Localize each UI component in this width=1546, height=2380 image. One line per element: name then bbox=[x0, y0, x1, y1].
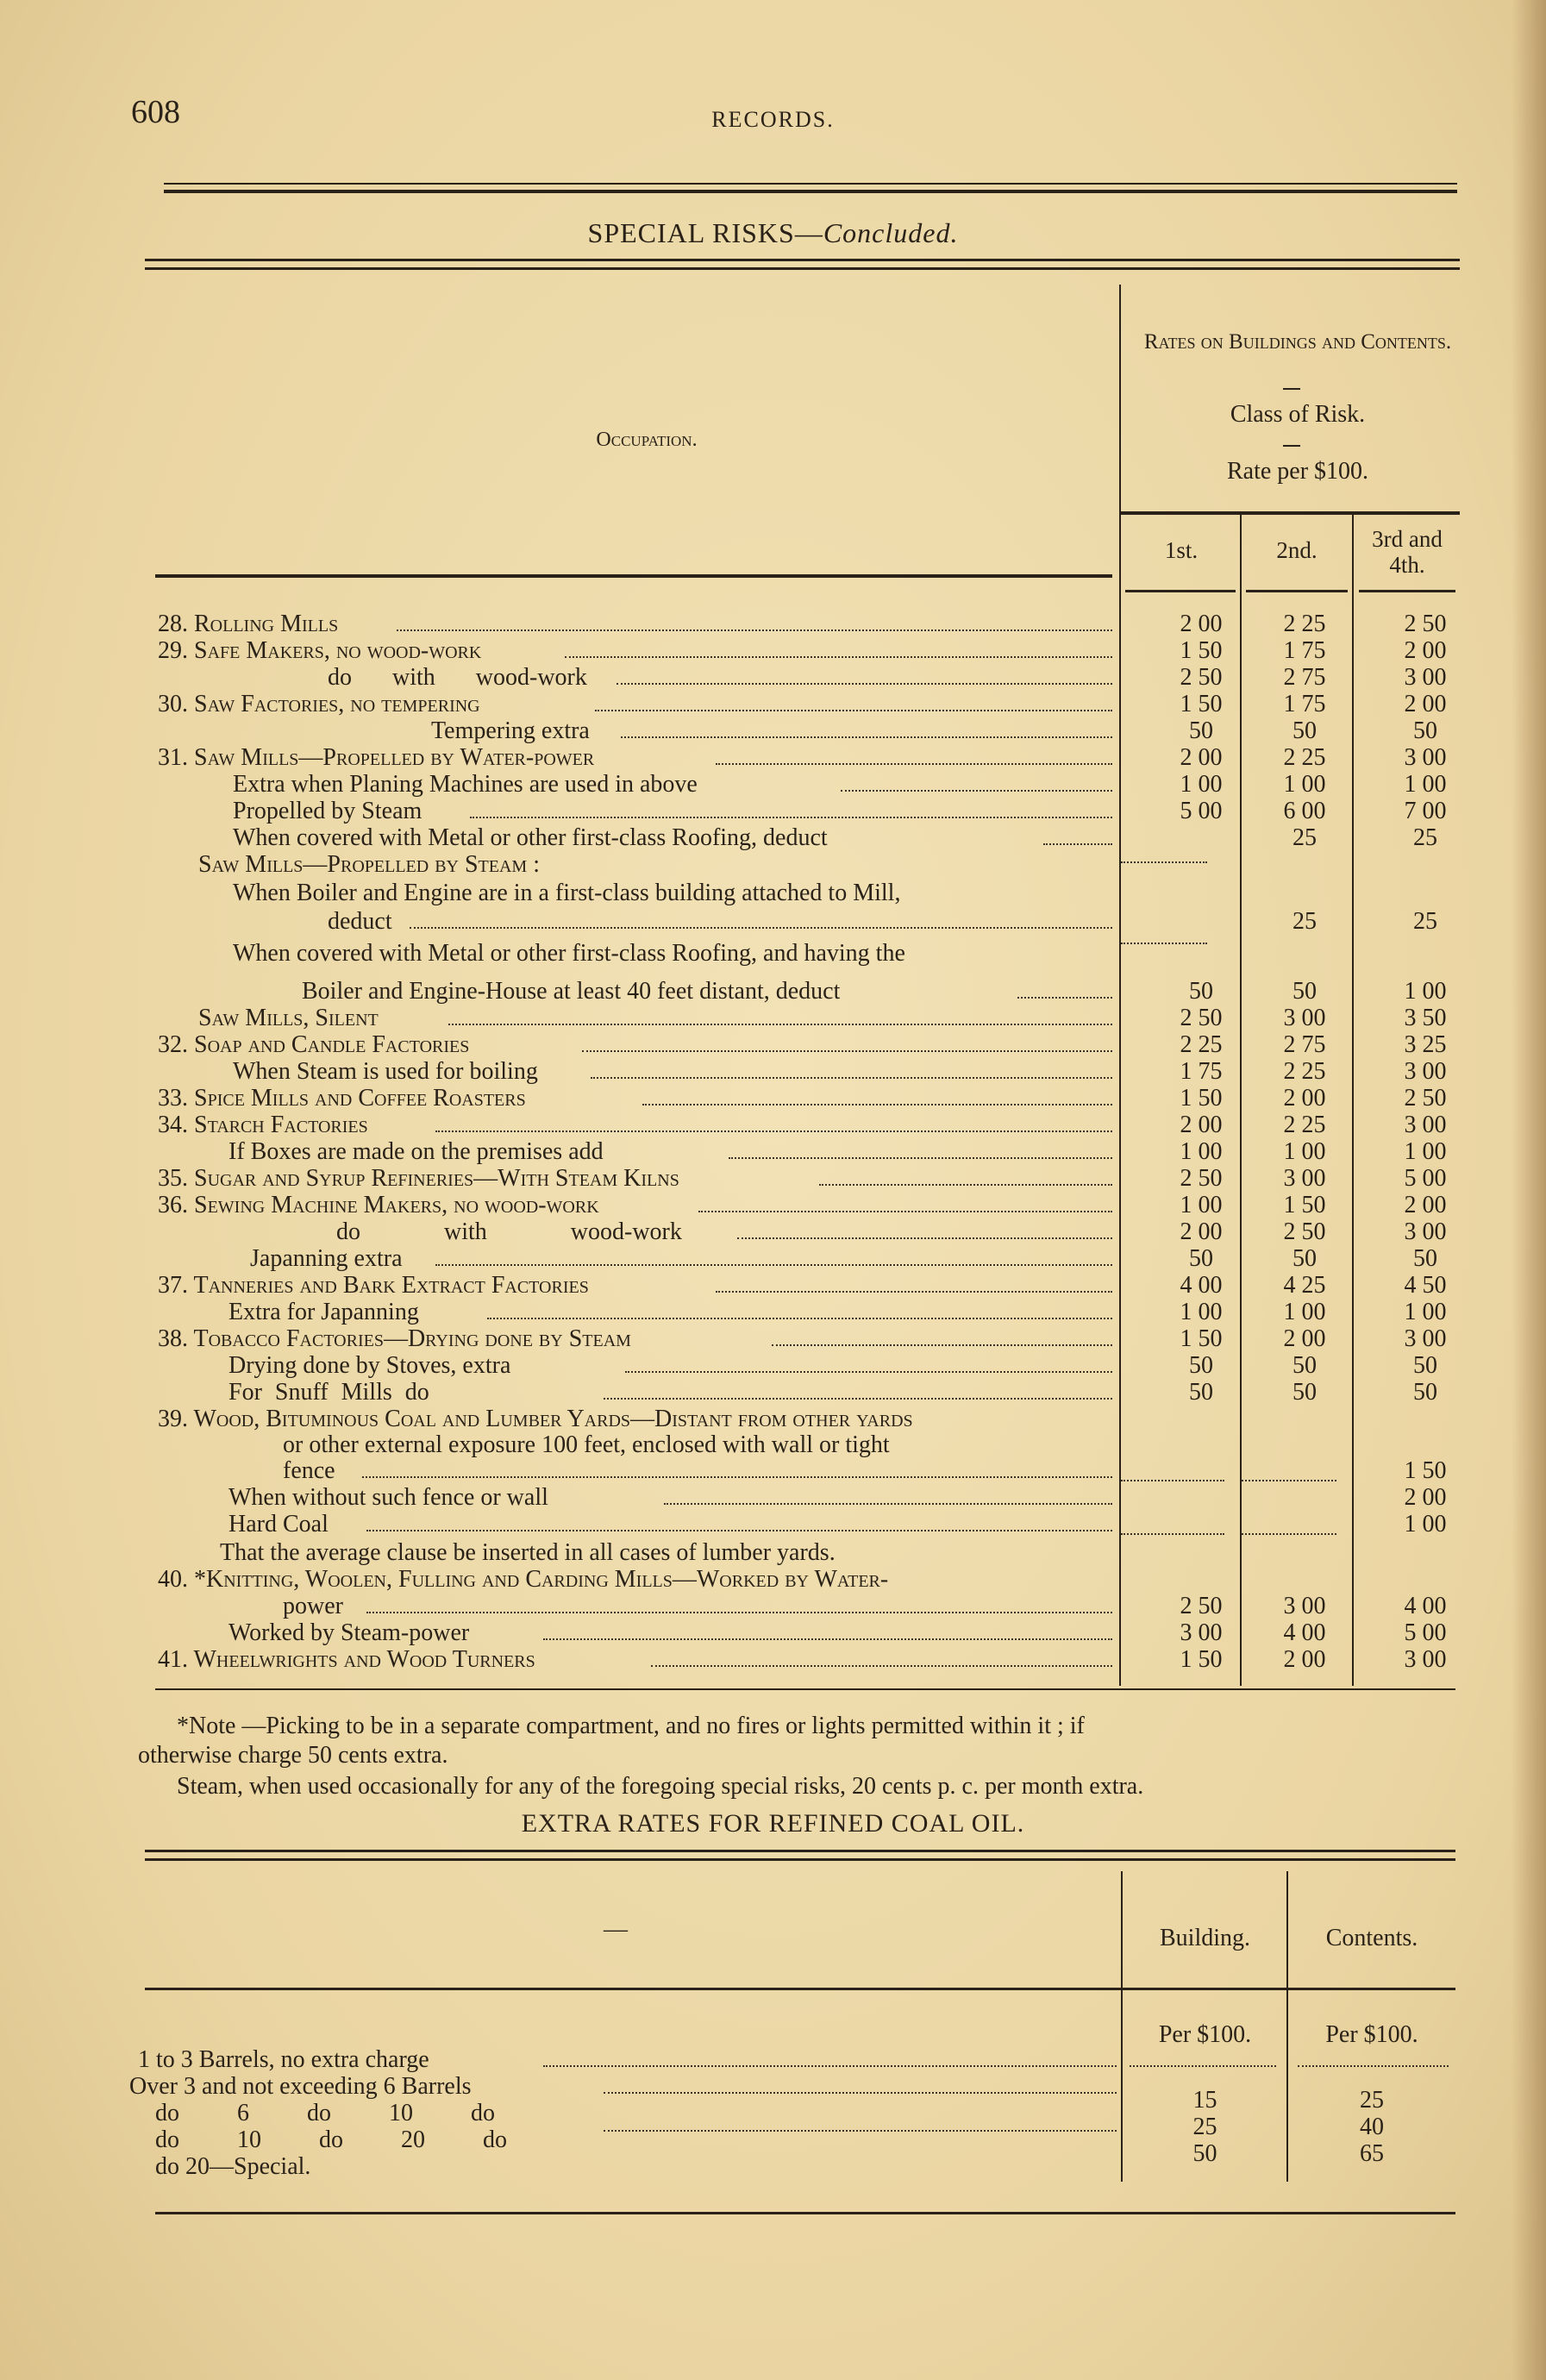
rate-1st: 2 50 bbox=[1180, 1165, 1223, 1192]
rate-2nd: 1 75 bbox=[1283, 637, 1326, 664]
table-row bbox=[0, 1539, 1546, 1566]
table-row bbox=[0, 1138, 1546, 1165]
row-occupation: 40. *Knitting, Woolen, Fulling and Carding Mills—Worked by Water- bbox=[158, 1566, 889, 1593]
rate-placeholder-dots bbox=[1121, 943, 1207, 944]
table-row bbox=[0, 1245, 1546, 1272]
row-occupation: When without such fence or wall bbox=[228, 1484, 548, 1511]
table-row bbox=[0, 824, 1546, 851]
rate-3rd-4th: 5 00 bbox=[1404, 1165, 1447, 1192]
dot-leader bbox=[595, 691, 1112, 711]
row-occupation: When Steam is used for boiling bbox=[233, 1058, 538, 1085]
occupation-header: Occupation. bbox=[596, 429, 698, 451]
note-picking-line-1: *Note —Picking to be in a separate compartment, and no fires or lights permitted within it ; if bbox=[177, 1713, 1085, 1739]
rate-per-header: Rate per $100. bbox=[1226, 458, 1369, 485]
rate-3rd-4th: 3 00 bbox=[1404, 1646, 1447, 1673]
rate-3rd-4th: 25 bbox=[1413, 824, 1437, 851]
rate-3rd-4th: 2 00 bbox=[1404, 691, 1447, 717]
rate-3rd-4th: 1 00 bbox=[1404, 771, 1447, 798]
coal-row bbox=[155, 2153, 310, 2180]
contents-rate: 25 bbox=[1360, 2087, 1384, 2114]
coal-row-label: Over 3 and not exceeding 6 Barrels bbox=[129, 2073, 472, 2100]
rate-3rd-4th: 1 00 bbox=[1404, 1299, 1447, 1325]
coal-row bbox=[138, 2046, 429, 2073]
rate-2nd: 1 00 bbox=[1283, 1138, 1326, 1165]
table-row bbox=[0, 771, 1546, 798]
coal-oil-header-rule bbox=[145, 1988, 1455, 1990]
rate-2nd: 2 00 bbox=[1283, 1646, 1326, 1673]
dot-leader bbox=[1017, 978, 1112, 999]
rate-1st: 2 25 bbox=[1180, 1031, 1223, 1058]
rates-dash-1 bbox=[1283, 388, 1300, 390]
rate-3rd-4th: 2 00 bbox=[1404, 637, 1447, 664]
rate-3rd-4th: 3 25 bbox=[1404, 1031, 1447, 1058]
dot-leader bbox=[729, 1138, 1112, 1159]
rate-placeholder-dots bbox=[1242, 1480, 1336, 1481]
rate-1st: 3 00 bbox=[1180, 1619, 1223, 1646]
table-row bbox=[0, 1431, 1546, 1458]
table-row bbox=[0, 978, 1546, 1005]
rate-2nd: 2 25 bbox=[1283, 1112, 1326, 1138]
rate-3rd-4th: 50 bbox=[1413, 1245, 1437, 1272]
rate-3rd-4th: 3 00 bbox=[1404, 744, 1447, 771]
rate-1st: 50 bbox=[1189, 717, 1213, 744]
per-building: Per $100. bbox=[1158, 2021, 1252, 2048]
rate-1st: 1 00 bbox=[1180, 771, 1223, 798]
table-bottom-rule bbox=[155, 1688, 1455, 1690]
rate-1st: 50 bbox=[1189, 1379, 1213, 1406]
rate-1st: 2 00 bbox=[1180, 611, 1223, 637]
table-row bbox=[0, 1218, 1546, 1245]
row-occupation: Drying done by Stoves, extra bbox=[228, 1352, 511, 1379]
table-row bbox=[0, 717, 1546, 744]
rate-1st: 1 00 bbox=[1180, 1299, 1223, 1325]
coal-row-label: do 6 do 10 do bbox=[155, 2100, 495, 2126]
dot-leader bbox=[1130, 2065, 1276, 2067]
row-occupation: Propelled by Steam bbox=[233, 798, 422, 824]
row-occupation: When covered with Metal or other first-class Roofing, deduct bbox=[233, 824, 828, 851]
rate-1st: 1 50 bbox=[1180, 1646, 1223, 1673]
rate-1st: 1 50 bbox=[1180, 1325, 1223, 1352]
class-of-risk-header: Class of Risk. bbox=[1230, 401, 1366, 428]
row-occupation: or other external exposure 100 feet, enclosed with wall or tight bbox=[283, 1431, 890, 1458]
section-title-text: SPECIAL RISKS— bbox=[587, 217, 823, 248]
dot-leader bbox=[716, 1272, 1112, 1293]
rate-2nd: 1 75 bbox=[1283, 691, 1326, 717]
coal-row-label: 1 to 3 Barrels, no extra charge bbox=[138, 2046, 429, 2073]
rate-3rd-4th: 50 bbox=[1413, 717, 1437, 744]
rate-1st: 2 00 bbox=[1180, 744, 1223, 771]
dot-leader bbox=[841, 771, 1112, 792]
rate-1st: 2 50 bbox=[1180, 1005, 1223, 1031]
table-top-rule-2 bbox=[145, 267, 1460, 270]
rate-2nd: 50 bbox=[1293, 717, 1317, 744]
rate-2nd: 25 bbox=[1293, 824, 1317, 851]
rate-3rd-4th: 3 00 bbox=[1404, 1218, 1447, 1245]
row-occupation: 38. Tobacco Factories—Drying done by Steam bbox=[158, 1325, 631, 1352]
rate-1st: 1 00 bbox=[1180, 1192, 1223, 1218]
col-contents-header: Contents. bbox=[1325, 1925, 1418, 1951]
note-picking-line-2: otherwise charge 50 cents extra. bbox=[138, 1742, 448, 1769]
table-row bbox=[0, 1325, 1546, 1352]
table-row bbox=[0, 1352, 1546, 1379]
rate-3rd-4th: 3 50 bbox=[1404, 1005, 1447, 1031]
rate-2nd: 2 25 bbox=[1283, 744, 1326, 771]
table-row bbox=[0, 1379, 1546, 1406]
row-occupation: For Snuff Mills do bbox=[228, 1379, 429, 1406]
rate-3rd-4th: 2 00 bbox=[1404, 1192, 1447, 1218]
rate-3rd-4th: 1 00 bbox=[1404, 978, 1447, 1005]
row-occupation: 33. Spice Mills and Coffee Roasters bbox=[158, 1085, 526, 1112]
row-occupation: Saw Mills—Propelled by Steam : bbox=[198, 851, 540, 878]
rates-subheader-rule bbox=[1121, 511, 1460, 515]
dot-leader bbox=[642, 1085, 1112, 1105]
rate-3rd-4th: 4 50 bbox=[1404, 1272, 1447, 1299]
table-row bbox=[0, 691, 1546, 717]
rate-placeholder-dots bbox=[1121, 861, 1207, 863]
rate-2nd: 1 50 bbox=[1283, 1192, 1326, 1218]
row-occupation: Japanning extra bbox=[250, 1245, 403, 1272]
rate-3rd-4th: 7 00 bbox=[1404, 798, 1447, 824]
building-rate: 50 bbox=[1192, 2140, 1217, 2167]
dot-leader bbox=[543, 2065, 1117, 2067]
rate-1st: 1 75 bbox=[1180, 1058, 1223, 1085]
dot-leader bbox=[366, 1511, 1112, 1531]
rates-header: Rates on Buildings and Contents. bbox=[1143, 330, 1452, 354]
row-occupation: 30. Saw Factories, no tempering bbox=[158, 691, 480, 717]
note-steam: Steam, when used occasionally for any of the foregoing special risks, 20 cents p. c. per month extra. bbox=[177, 1773, 1144, 1800]
dot-leader bbox=[410, 908, 1112, 929]
rate-1st: 50 bbox=[1189, 1352, 1213, 1379]
row-occupation: deduct bbox=[328, 908, 392, 935]
dot-leader bbox=[448, 1005, 1112, 1025]
dot-leader bbox=[625, 1352, 1112, 1373]
table-row bbox=[0, 664, 1546, 691]
dot-leader bbox=[604, 2130, 1117, 2132]
rate-3rd-4th: 3 00 bbox=[1404, 1325, 1447, 1352]
table-top-rule-1 bbox=[145, 259, 1460, 261]
rate-2nd: 2 25 bbox=[1283, 611, 1326, 637]
dot-leader bbox=[487, 1299, 1112, 1319]
row-occupation: Boiler and Engine-House at least 40 feet distant, deduct bbox=[302, 978, 841, 1005]
table-row bbox=[0, 1192, 1546, 1218]
row-occupation: Worked by Steam-power bbox=[228, 1619, 470, 1646]
building-rate: 25 bbox=[1192, 2114, 1217, 2140]
table-row bbox=[0, 1005, 1546, 1031]
row-occupation: fence bbox=[283, 1457, 335, 1484]
rate-3rd-4th: 2 50 bbox=[1404, 611, 1447, 637]
rate-1st: 2 00 bbox=[1180, 1112, 1223, 1138]
rate-3rd-4th: 50 bbox=[1413, 1352, 1437, 1379]
table-row bbox=[0, 798, 1546, 824]
row-occupation: 35. Sugar and Syrup Refineries—With Steam Kilns bbox=[158, 1165, 679, 1192]
row-occupation: That the average clause be inserted in all cases of lumber yards. bbox=[220, 1539, 836, 1566]
table-row bbox=[0, 1058, 1546, 1085]
row-occupation: 37. Tanneries and Bark Extract Factories bbox=[158, 1272, 589, 1299]
rate-2nd: 1 00 bbox=[1283, 771, 1326, 798]
rate-2nd: 2 00 bbox=[1283, 1085, 1326, 1112]
rate-3rd-4th: 50 bbox=[1413, 1379, 1437, 1406]
section-title bbox=[0, 217, 1546, 249]
rate-3rd-4th: 2 00 bbox=[1404, 1484, 1447, 1511]
table-row bbox=[0, 1406, 1546, 1432]
coal-oil-vertical-rule-2 bbox=[1286, 1871, 1288, 2182]
rate-2nd: 2 75 bbox=[1283, 664, 1326, 691]
rate-2nd: 25 bbox=[1293, 908, 1317, 935]
rate-1st: 50 bbox=[1189, 1245, 1213, 1272]
table-row bbox=[0, 1566, 1546, 1593]
dot-leader bbox=[617, 664, 1112, 685]
rate-1st: 4 00 bbox=[1180, 1272, 1223, 1299]
dot-leader bbox=[470, 798, 1112, 818]
row-occupation: When Boiler and Engine are in a first-class building attached to Mill, bbox=[233, 880, 901, 906]
coal-oil-bottom-rule bbox=[155, 2212, 1455, 2214]
rate-2nd: 50 bbox=[1293, 1352, 1317, 1379]
rate-1st: 5 00 bbox=[1180, 798, 1223, 824]
header-rule-thick bbox=[164, 190, 1457, 193]
rate-1st: 1 50 bbox=[1180, 691, 1223, 717]
row-occupation: 28. Rolling Mills bbox=[158, 611, 339, 637]
row-occupation: If Boxes are made on the premises add bbox=[228, 1138, 604, 1165]
rate-2nd: 4 25 bbox=[1283, 1272, 1326, 1299]
dot-leader bbox=[435, 1245, 1112, 1266]
table-row bbox=[0, 1619, 1546, 1646]
rate-2nd: 3 00 bbox=[1283, 1165, 1326, 1192]
table-row bbox=[0, 1112, 1546, 1138]
coal-oil-title: EXTRA RATES FOR REFINED COAL OIL. bbox=[521, 1809, 1025, 1838]
coal-oil-top-rule-2 bbox=[145, 1858, 1455, 1861]
table-row bbox=[0, 1165, 1546, 1192]
rate-2nd: 2 25 bbox=[1283, 1058, 1326, 1085]
rate-2nd: 50 bbox=[1293, 1379, 1317, 1406]
rate-2nd: 4 00 bbox=[1283, 1619, 1326, 1646]
rate-1st: 1 50 bbox=[1180, 1085, 1223, 1112]
rate-1st: 2 50 bbox=[1180, 1593, 1223, 1619]
table-row bbox=[0, 940, 1546, 967]
col3-header: 3rd and 4th. bbox=[1372, 526, 1443, 578]
col1-header: 1st. bbox=[1164, 537, 1199, 563]
rate-2nd: 1 00 bbox=[1283, 1299, 1326, 1325]
col1-header-rule bbox=[1125, 590, 1236, 592]
dot-leader bbox=[397, 611, 1112, 631]
table-row bbox=[0, 637, 1546, 664]
dot-leader bbox=[366, 1593, 1112, 1613]
rate-3rd-4th: 3 00 bbox=[1404, 1058, 1447, 1085]
dot-leader bbox=[543, 1619, 1112, 1640]
row-occupation: 41. Wheelwrights and Wood Turners bbox=[158, 1646, 535, 1673]
row-occupation: 29. Safe Makers, no wood-work bbox=[158, 637, 482, 664]
per-contents: Per $100. bbox=[1325, 2021, 1418, 2048]
running-title: RECORDS. bbox=[711, 107, 835, 132]
table-row bbox=[0, 1085, 1546, 1112]
table-row bbox=[0, 744, 1546, 771]
table-row bbox=[0, 1031, 1546, 1058]
rate-3rd-4th: 3 00 bbox=[1404, 1112, 1447, 1138]
coal-row-label: do 10 do 20 do bbox=[155, 2126, 507, 2153]
rate-3rd-4th: 1 00 bbox=[1404, 1138, 1447, 1165]
rate-3rd-4th: 25 bbox=[1413, 908, 1437, 935]
dot-leader bbox=[716, 744, 1112, 765]
table-row bbox=[0, 611, 1546, 637]
table-row bbox=[0, 1299, 1546, 1325]
rate-1st: 1 50 bbox=[1180, 637, 1223, 664]
rate-3rd-4th: 3 00 bbox=[1404, 664, 1447, 691]
dot-leader bbox=[362, 1457, 1112, 1478]
coal-row bbox=[155, 2100, 495, 2126]
table-row bbox=[0, 1484, 1546, 1511]
rate-2nd: 6 00 bbox=[1283, 798, 1326, 824]
coal-row-label: do 20—Special. bbox=[155, 2153, 311, 2180]
dot-leader bbox=[621, 717, 1112, 738]
row-occupation: 36. Sewing Machine Makers, no wood-work bbox=[158, 1192, 599, 1218]
dot-leader bbox=[582, 1031, 1112, 1052]
rate-placeholder-dots bbox=[1242, 1533, 1336, 1535]
col2-header: 2nd. bbox=[1276, 537, 1318, 563]
row-occupation: Hard Coal bbox=[228, 1511, 329, 1538]
dot-leader bbox=[698, 1192, 1112, 1212]
row-occupation: 32. Soap and Candle Factories bbox=[158, 1031, 470, 1058]
row-occupation: Extra when Planing Machines are used in above bbox=[233, 771, 698, 798]
table-row bbox=[0, 1646, 1546, 1673]
rate-3rd-4th: 1 50 bbox=[1404, 1457, 1447, 1484]
coal-oil-vertical-rule-1 bbox=[1121, 1871, 1123, 2182]
row-occupation: Extra for Japanning bbox=[228, 1299, 419, 1325]
dot-leader bbox=[651, 1646, 1112, 1667]
row-occupation: 39. Wood, Bituminous Coal and Lumber Yards—Distant from other yards bbox=[158, 1406, 913, 1432]
dot-leader bbox=[604, 1379, 1112, 1400]
rate-placeholder-dots bbox=[1121, 1480, 1224, 1481]
coal-row bbox=[155, 2126, 507, 2153]
rate-2nd: 2 75 bbox=[1283, 1031, 1326, 1058]
rate-1st: 2 50 bbox=[1180, 664, 1223, 691]
section-title-italic: Concluded. bbox=[823, 217, 959, 248]
dot-leader bbox=[591, 1058, 1112, 1079]
rate-3rd-4th: 4 00 bbox=[1404, 1593, 1447, 1619]
row-occupation: do with wood-work bbox=[328, 664, 587, 691]
rate-1st: 50 bbox=[1189, 978, 1213, 1005]
contents-rate: 40 bbox=[1360, 2114, 1384, 2140]
dot-leader bbox=[1043, 824, 1112, 845]
table-row bbox=[0, 908, 1546, 935]
dot-leader bbox=[819, 1165, 1112, 1186]
note-picking bbox=[138, 1712, 1453, 1770]
row-occupation: 34. Starch Factories bbox=[158, 1112, 368, 1138]
header-rule-thin bbox=[164, 183, 1457, 185]
coal-oil-top-rule-1 bbox=[145, 1850, 1455, 1852]
col3-header-rule bbox=[1359, 590, 1455, 592]
rate-1st: 1 00 bbox=[1180, 1138, 1223, 1165]
rate-2nd: 50 bbox=[1293, 1245, 1317, 1272]
col2-header-rule bbox=[1246, 590, 1348, 592]
row-occupation: 31. Saw Mills—Propelled by Water-power bbox=[158, 744, 595, 771]
row-occupation: Saw Mills, Silent bbox=[198, 1005, 379, 1031]
rate-2nd: 3 00 bbox=[1283, 1593, 1326, 1619]
dot-leader bbox=[1298, 2065, 1449, 2067]
contents-rate: 65 bbox=[1360, 2140, 1384, 2167]
table-row bbox=[0, 851, 1546, 878]
building-rate: 15 bbox=[1192, 2087, 1217, 2114]
occupation-header-bottom-rule bbox=[155, 574, 1112, 578]
row-occupation: do with wood-work bbox=[336, 1218, 682, 1245]
rate-3rd-4th: 5 00 bbox=[1404, 1619, 1447, 1646]
rate-2nd: 3 00 bbox=[1283, 1005, 1326, 1031]
rate-2nd: 50 bbox=[1293, 978, 1317, 1005]
rate-3rd-4th: 1 00 bbox=[1404, 1511, 1447, 1538]
dot-leader bbox=[737, 1218, 1112, 1239]
rate-2nd: 2 50 bbox=[1283, 1218, 1326, 1245]
table-row bbox=[0, 1593, 1546, 1619]
col-building-header: Building. bbox=[1159, 1925, 1250, 1951]
coal-oil-header-dash: — bbox=[604, 1916, 628, 1943]
dot-leader bbox=[664, 1484, 1112, 1505]
rate-placeholder-dots bbox=[1121, 1533, 1224, 1535]
table-row bbox=[0, 880, 1546, 906]
rate-2nd: 2 00 bbox=[1283, 1325, 1326, 1352]
row-occupation: When covered with Metal or other first-class Roofing, and having the bbox=[233, 940, 905, 967]
coal-row bbox=[129, 2073, 472, 2100]
table-row bbox=[0, 1272, 1546, 1299]
row-occupation: Tempering extra bbox=[431, 717, 590, 744]
dot-leader bbox=[604, 2092, 1117, 2094]
rate-1st: 2 00 bbox=[1180, 1218, 1223, 1245]
page-number: 608 bbox=[131, 94, 180, 130]
rates-dash-2 bbox=[1283, 445, 1300, 447]
rate-3rd-4th: 2 50 bbox=[1404, 1085, 1447, 1112]
row-occupation: power bbox=[283, 1593, 343, 1619]
dot-leader bbox=[435, 1112, 1112, 1132]
dot-leader bbox=[772, 1325, 1112, 1346]
dot-leader bbox=[565, 637, 1112, 658]
